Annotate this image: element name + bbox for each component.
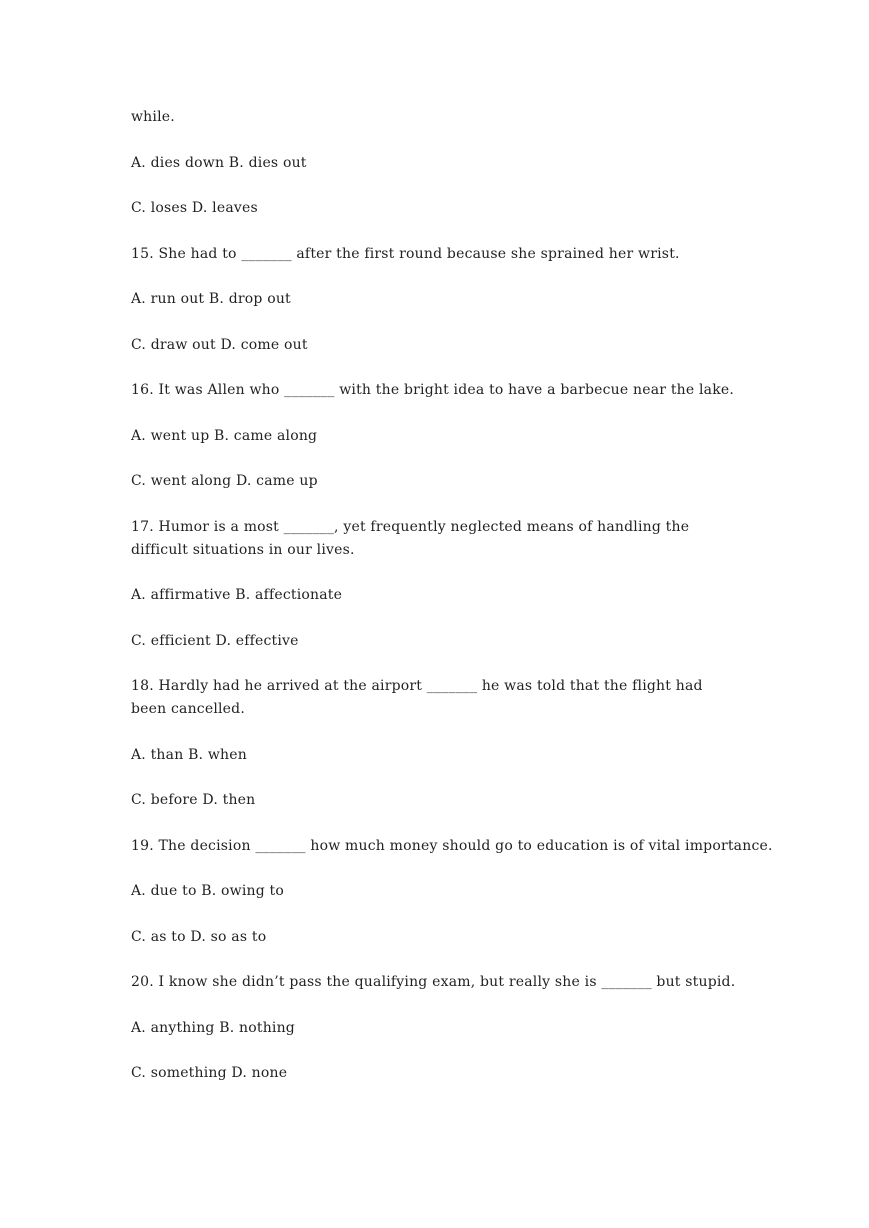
question-17: 17. Humor is a most _______, yet frequently neglected means of handling the difficult situations in our lives. [131,518,690,558]
option-line: A. anything B. nothing [131,1019,295,1036]
question-18: 18. Hardly had he arrived at the airport _______ he was told that the flight had been cancelled. [131,678,703,717]
option-line: C. efficient D. effective [131,632,299,649]
document-page [131,106,773,1085]
question-19: 19. The decision _______ how much money should go to education is of vital importance. [131,837,773,854]
option-line: C. went along D. came up [131,473,318,489]
question-15: 15. She had to _______ after the first round because she sprained her wrist. [131,245,680,262]
option-line: A. affirmative B. affectionate [131,587,343,603]
question-20: 20. I know she didn’t pass the qualifying exam, but really she is _______ but stupid. [131,974,736,990]
option-line: C. draw out D. come out [131,336,308,353]
text-line: while. [131,109,175,125]
option-line: A. dies down B. dies out [131,154,307,171]
option-line: A. run out B. drop out [131,291,291,307]
option-line: A. than B. when [131,746,247,763]
option-line: A. due to B. owing to [131,883,284,899]
option-line: A. went up B. came along [131,427,318,444]
option-line: C. before D. then [131,792,256,808]
option-line: C. loses D. leaves [131,200,258,216]
option-line: C. as to D. so as to [131,928,267,945]
question-16: 16. It was Allen who _______ with the bright idea to have a barbecue near the lake. [131,382,735,398]
option-line: C. something D. none [131,1065,288,1081]
